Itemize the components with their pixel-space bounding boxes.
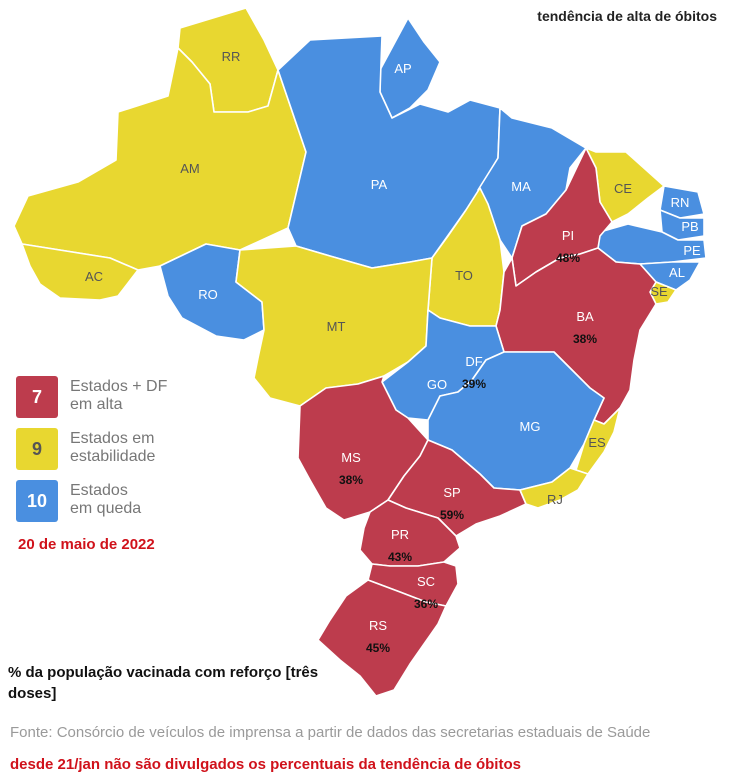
legend-item-alta bbox=[16, 376, 236, 420]
footnote: desde 21/jan não são divulgados os percentuais da tendência de óbitos bbox=[10, 756, 521, 773]
vaccinated-pct-sp: 59% bbox=[439, 508, 465, 522]
state-label-pi: PI bbox=[561, 228, 575, 243]
legend-swatch-alta bbox=[16, 376, 58, 418]
state-label-ro: RO bbox=[198, 287, 218, 302]
state-label-am: AM bbox=[180, 161, 200, 176]
vaccinated-pct-ms: 38% bbox=[338, 473, 364, 487]
legend-swatch-estabilidade bbox=[16, 428, 58, 470]
vaccinated-pct-rs: 45% bbox=[365, 641, 391, 655]
vaccinated-pct-pr: 43% bbox=[387, 550, 413, 564]
state-label-se: SE bbox=[650, 284, 668, 299]
state-label-ba: BA bbox=[576, 309, 594, 324]
state-label-ma: MA bbox=[511, 179, 531, 194]
state-label-pr: PR bbox=[390, 527, 410, 542]
legend-label: em queda bbox=[70, 500, 142, 517]
state-label-rj: RJ bbox=[547, 492, 563, 507]
state-label-sp: SP bbox=[443, 485, 461, 500]
map-title: tendência de alta de óbitos bbox=[537, 8, 717, 24]
legend-item-estabilidade bbox=[16, 428, 236, 472]
legend-label: Estados + DF bbox=[70, 378, 168, 395]
legend-count: 9 bbox=[31, 438, 42, 459]
state-label-to: TO bbox=[455, 268, 473, 283]
legend-label: estabilidade bbox=[70, 448, 156, 465]
state-label-ms: MS bbox=[341, 450, 361, 465]
vaccinated-pct-ba: 38% bbox=[572, 332, 598, 346]
state-label-pa: PA bbox=[370, 177, 388, 192]
state-label-rs: RS bbox=[368, 618, 388, 633]
state-label-go: GO bbox=[426, 377, 448, 392]
vaccination-note: % da população vacinada com reforço [três doses] bbox=[8, 664, 319, 702]
legend-label: em alta bbox=[70, 396, 123, 413]
state-label-rn: RN bbox=[670, 195, 690, 210]
legend-count: 7 bbox=[31, 386, 42, 407]
vaccinated-pct-df: 39% bbox=[461, 377, 487, 391]
vaccinated-pct-sc: 36% bbox=[413, 597, 439, 611]
legend-label: Estados bbox=[70, 482, 128, 499]
state-label-ac: AC bbox=[84, 269, 104, 284]
state-label-mt: MT bbox=[326, 319, 346, 334]
state-label-ce: CE bbox=[613, 181, 633, 196]
state-label-es: ES bbox=[588, 435, 606, 450]
date-label: 20 de maio de 2022 bbox=[18, 536, 155, 553]
legend-item-queda bbox=[16, 480, 236, 524]
state-label-pe: PE bbox=[683, 243, 701, 258]
legend-count: 10 bbox=[26, 490, 48, 511]
legend-label: Estados em bbox=[70, 430, 155, 447]
state-label-mg: MG bbox=[519, 419, 541, 434]
state-label-rr: RR bbox=[221, 49, 241, 64]
legend-swatch-queda bbox=[16, 480, 58, 522]
source-note: Fonte: Consórcio de veículos de imprensa a partir de dados das secretarias estaduais de Saúde bbox=[10, 724, 651, 741]
state-label-al: AL bbox=[669, 265, 685, 280]
state-label-pb: PB bbox=[681, 219, 699, 234]
vaccinated-pct-pi: 48% bbox=[555, 251, 581, 265]
state-label-df: DF bbox=[465, 354, 483, 369]
state-label-sc: SC bbox=[416, 574, 436, 589]
state-label-ap: AP bbox=[394, 61, 412, 76]
